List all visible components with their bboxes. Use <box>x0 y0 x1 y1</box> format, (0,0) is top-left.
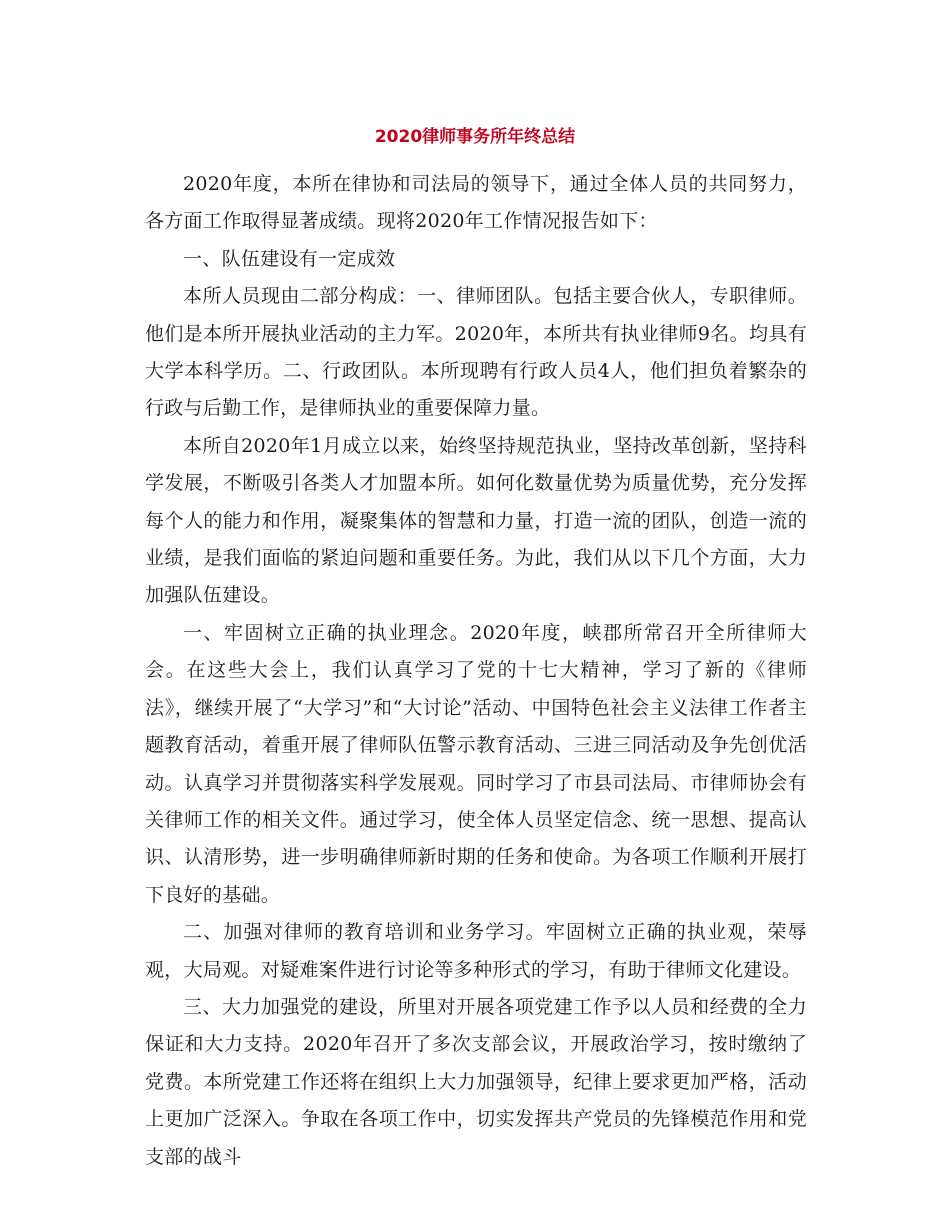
paragraph-party-building: 三、大力加强党的建设，所里对开展各项党建工作予以人员和经费的全力保证和大力支持。2020年召开了多次支部会议，开展政治学习，按时缴纳了党费。本所党建工作还将在组织上大力加强领导，纪律上要求更加严格，活动上更加广泛深入。争取在各项工作中，切实发挥共产党员的先锋模范作用和党支部的战斗 <box>145 995 807 1168</box>
paragraph-development: 本所自2020年1月成立以来，始终坚持规范执业，坚持改革创新，坚持科学发展，不断吸引各类人才加盟本所。如何化数量优势为质量优势，充分发挥每个人的能力和作用，凝聚集体的智慧和力量，打造一流的团队，创造一流的业绩，是我们面临的紧迫问题和重要任务。为此，我们从以下几个方面，大力加强队伍建设。 <box>145 434 807 607</box>
paragraph-section-heading: 一、队伍建设有一定成效 <box>183 247 396 270</box>
paragraph-staff-composition: 本所人员现由二部分构成：一、律师团队。包括主要合伙人，专职律师。他们是本所开展执业活动的主力军。2020年，本所共有执业律师9名。均具有大学本科学历。二、行政团队。本所现聘有行政人员4人，他们担负着繁杂的行政与后勤工作，是律师执业的重要保障力量。 <box>145 285 807 420</box>
paragraph-training: 二、加强对律师的教育培训和业务学习。牢固树立正确的执业观，荣辱观，大局观。对疑难案件进行讨论等多种形式的学习，有助于律师文化建设。 <box>145 921 807 981</box>
paragraph-intro: 2020年度，本所在律协和司法局的领导下，通过全体人员的共同努力，各方面工作取得显著成绩。现将2020年工作情况报告如下： <box>145 173 807 233</box>
document-body <box>145 162 807 1176</box>
paragraph-practice-philosophy: 一、牢固树立正确的执业理念。2020年度，峡郡所常召开全所律师大会。在这些大会上，我们认真学习了党的十七大精神，学习了新的《律师法》，继续开展了“大学习”和“大讨论”活动、中国特色社会主义法律工作者主题教育活动，着重开展了律师队伍警示教育活动、三进三同活动及争先创优活动。认真学习并贯彻落实科学发展观。同时学习了市县司法局、市律师协会有关律师工作的相关文件。通过学习，使全体人员坚定信念、统一思想、提高认识、认清形势，进一步明确律师新时期的任务和使命。为各项工作顺利开展打下良好的基础。 <box>145 621 807 906</box>
document-title: 2020律师事务所年终总结 <box>374 127 576 147</box>
